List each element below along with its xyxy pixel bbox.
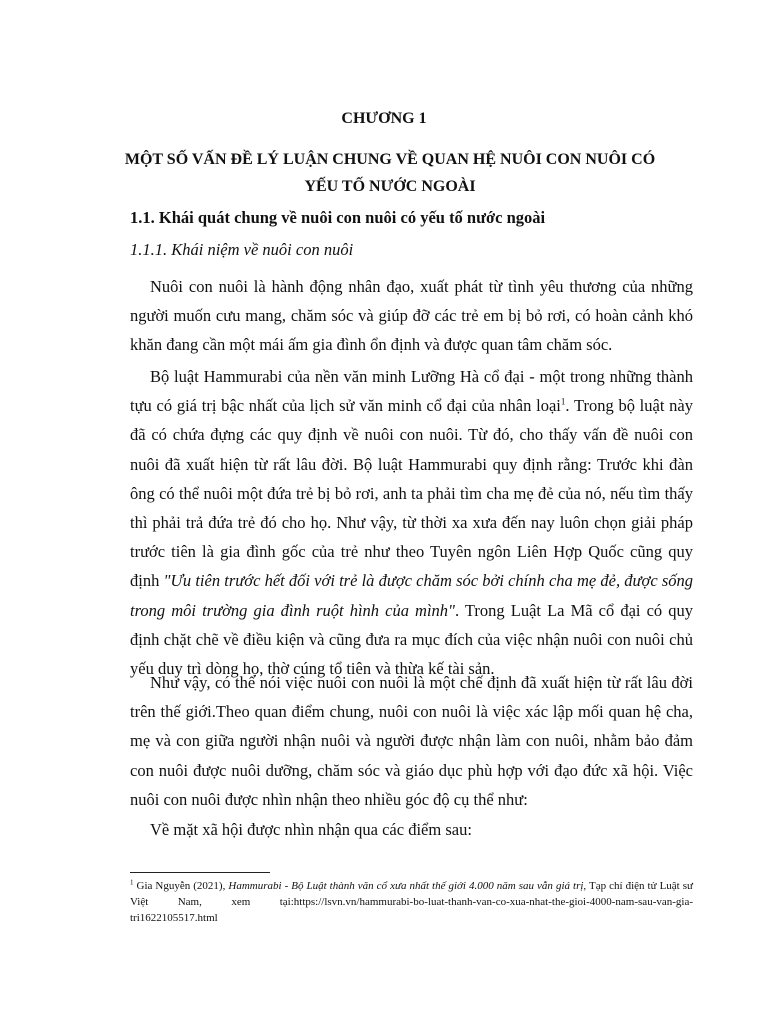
chapter-heading: CHƯƠNG 1 xyxy=(341,110,427,127)
footnote-source: , Tạp chí điện tử Luật sư Việt Nam, xem tại:https://lsvn.vn/hammurabi-bo-luat-thanh-van-co-xua-nhat-the-gioi-4000-nam-sau-van-gia-tri1622105517.html xyxy=(130,880,693,924)
footnote-reference: 1 xyxy=(560,396,566,407)
footnote xyxy=(130,878,693,926)
paragraph-2-text-b: . Trong bộ luật này đã có chứa đựng các quy định về nuôi con nuôi. Từ đó, cho thấy vấn đề nuôi con nuôi đã xuất hiện từ rất lâu đời. Bộ luật Hammurabi quy định rằng: Trước khi đàn ông có thể nuôi một đứa trẻ bị bỏ rơi, anh ta phải tìm cha mẹ đẻ của nó, nếu tìm thấy thì phải trả đứa trẻ đó cho họ. Như vậy, từ thời xa xưa đến nay luôn chọn giải pháp trước tiên là gia đình gốc của trẻ như theo Tuyên ngôn Liên Hợp Quốc cũng quy định xyxy=(130,396,693,591)
paragraph-3: Như vậy, có thể nói việc nuôi con nuôi là một chế định đã xuất hiện từ rất lâu đời trên thế giới.Theo quan điểm chung, nuôi con nuôi là việc xác lập mối quan hệ cha, mẹ và con giữa người nhận nuôi và người được nhận làm con nuôi, nhằm bảo đảm con nuôi được nuôi dưỡng, chăm sóc và giáo dục phù hợp với đạo đức xã hội. Việc nuôi con nuôi được nhìn nhận theo nhiều góc độ cụ thể như: xyxy=(130,673,693,809)
chapter-title: MỘT SỐ VẤN ĐỀ LÝ LUẬN CHUNG VỀ QUAN HỆ NUÔI CON NUÔI CÓ YẾU TỐ NƯỚC NGOÀI xyxy=(124,151,656,195)
paragraph-2 xyxy=(130,362,693,683)
paragraph-2-text-c: . Trong Luật La Mã cổ đại có quy định chặt chẽ về điều kiện và cũng đưa ra mục đích của việc nhận nuôi con nuôi chủ yếu duy trì dòng họ, thờ cúng tổ tiên và thừa kế tài sản. xyxy=(130,600,694,679)
paragraph-1: Nuôi con nuôi là hành động nhân đạo, xuất phát từ tình yêu thương của những người muốn cưu mang, chăm sóc và giúp đỡ các trẻ em bị bỏ rơi, có hoàn cảnh khó khăn đang cần một mái ấm gia đình ổn định và được quan tâm chăm sóc. xyxy=(130,277,693,355)
footnote-divider xyxy=(130,872,270,873)
footnote-mark: 1 xyxy=(130,878,134,887)
paragraph-2-text-a: Bộ luật Hammurabi của nền văn minh Lưỡng Hà cổ đại - một trong những thành tựu có giá trị bậc nhất của lịch sử văn minh cổ đại của nhân loại xyxy=(130,367,693,416)
footnote-work-title: Hammurabi - Bộ Luật thành văn cổ xưa nhất thế giới 4.000 năm sau vẫn giá trị xyxy=(228,880,584,892)
paragraph-2-quote: "Ưu tiên trước hết đối với trẻ là được chăm sóc bởi chính cha mẹ đẻ, được sống trong môi trường gia đình ruột hình của mình" xyxy=(130,571,693,620)
subsection-heading: 1.1.1. Khái niệm về nuôi con nuôi xyxy=(130,240,354,259)
footnote-author: Gia Nguyễn (2021), xyxy=(133,880,229,892)
section-heading: 1.1. Khái quát chung về nuôi con nuôi có yếu tố nước ngoài xyxy=(130,208,546,227)
paragraph-4: Về mặt xã hội được nhìn nhận qua các điểm sau: xyxy=(150,820,472,839)
